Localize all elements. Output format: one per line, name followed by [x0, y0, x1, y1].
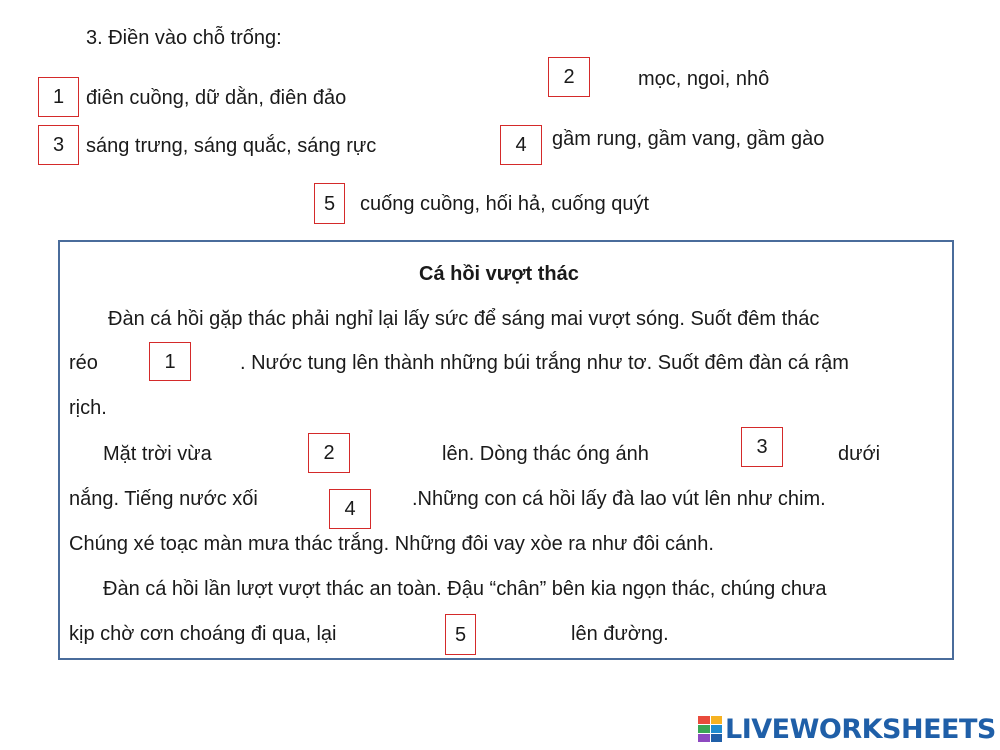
passage-line-8a: kịp chờ cơn choáng đi qua, lại	[69, 623, 337, 645]
passage-line-5a: nắng. Tiếng nước xối	[69, 488, 258, 510]
logo-grid-icon	[698, 716, 722, 742]
passage-line-5b: .Những con cá hồi lấy đà lao vút lên như chim.	[412, 488, 826, 510]
option-number-5: 5	[314, 183, 345, 224]
passage-line-1: Đàn cá hồi gặp thác phải nghỉ lại lấy sức để sáng mai vượt sóng. Suốt đêm thác	[108, 308, 820, 330]
blank-input-2[interactable]: 2	[308, 433, 350, 473]
passage-line-4c: dưới	[838, 443, 881, 465]
passage-line-2b: . Nước tung lên thành những búi trắng như tơ. Suốt đêm đàn cá rậm	[240, 352, 849, 374]
logo-text: LIVEWORKSHEETS	[725, 713, 996, 745]
liveworksheets-logo	[698, 714, 996, 744]
option-text-4: gầm rung, gầm vang, gầm gào	[552, 128, 825, 150]
option-text-3: sáng trưng, sáng quắc, sáng rực	[86, 135, 377, 157]
option-number-4: 4	[500, 125, 542, 165]
passage-line-2a: réo	[69, 352, 98, 374]
passage-line-7: Đàn cá hồi lần lượt vượt thác an toàn. Đậu “chân” bên kia ngọn thác, chúng chưa	[103, 578, 827, 600]
passage-line-3: rịch.	[69, 397, 107, 419]
option-text-2: mọc, ngoi, nhô	[638, 68, 770, 90]
passage-line-8b: lên đường.	[571, 623, 669, 645]
passage-line-4b: lên. Dòng thác óng ánh	[442, 443, 649, 465]
option-number-1: 1	[38, 77, 79, 117]
option-text-5: cuống cuồng, hối hả, cuống quýt	[360, 193, 650, 215]
exercise-heading: 3. Điền vào chỗ trống:	[86, 27, 282, 49]
option-text-1: điên cuồng, dữ dằn, điên đảo	[86, 87, 347, 109]
blank-input-4[interactable]: 4	[329, 489, 371, 529]
option-number-3: 3	[38, 125, 79, 165]
blank-input-3[interactable]: 3	[741, 427, 783, 467]
passage-line-4a: Mặt trời vừa	[103, 443, 212, 465]
passage-title: Cá hồi vượt thác	[419, 263, 579, 285]
passage-line-6: Chúng xé toạc màn mưa thác trắng. Những đôi vay xòe ra như đôi cánh.	[69, 533, 714, 555]
option-number-2: 2	[548, 57, 590, 97]
blank-input-1[interactable]: 1	[149, 342, 191, 381]
blank-input-5[interactable]: 5	[445, 614, 476, 655]
